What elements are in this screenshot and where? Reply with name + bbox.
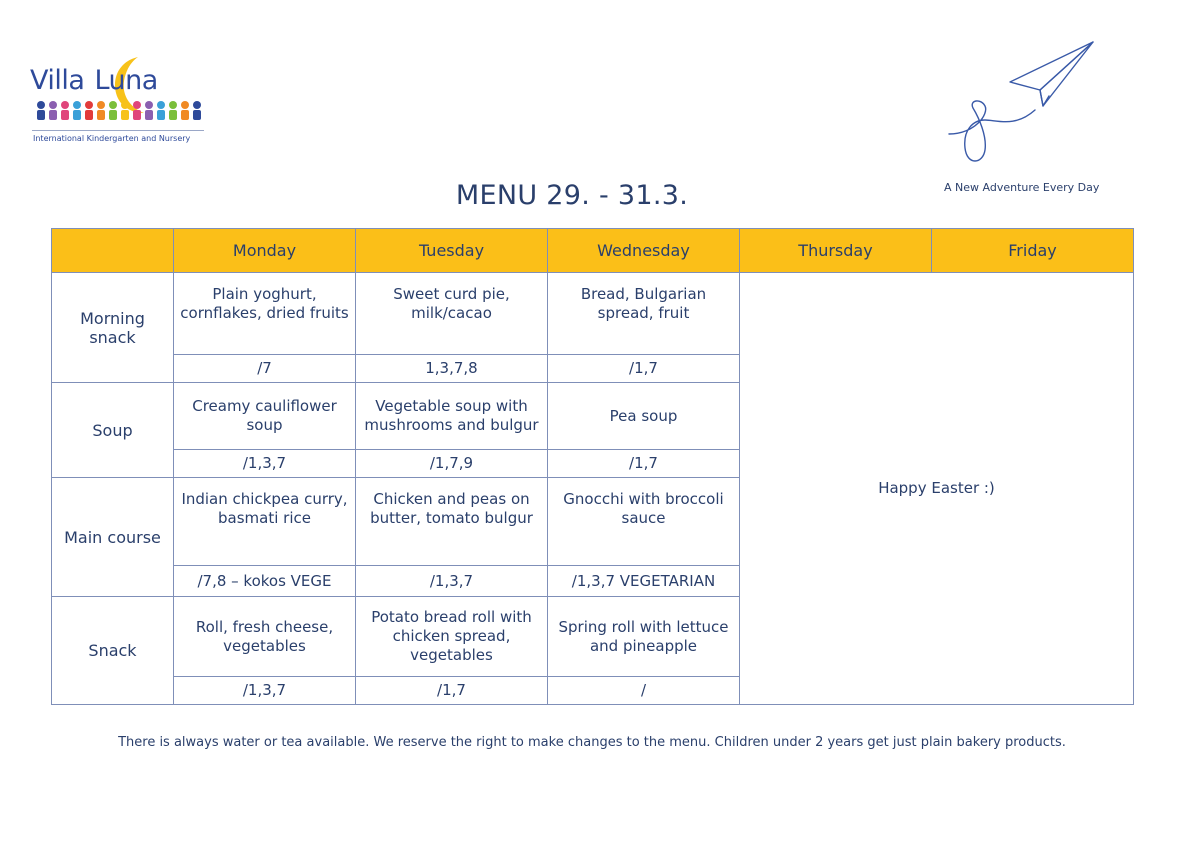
dish-cell: Gnocchi with broccoli sauce xyxy=(548,478,740,566)
allergen-cell: /1,3,7 xyxy=(174,677,356,705)
header-thursday: Thursday xyxy=(740,229,932,273)
allergen-cell: /1,7 xyxy=(356,677,548,705)
allergen-cell: /7,8 – kokos VEGE xyxy=(174,566,356,597)
logo-name-part1: Villa xyxy=(30,65,85,96)
dish-cell: Pea soup xyxy=(548,383,740,450)
allergen-cell: /1,7,9 xyxy=(356,450,548,478)
header-wednesday: Wednesday xyxy=(548,229,740,273)
allergen-cell: /1,7 xyxy=(548,355,740,383)
header-tuesday: Tuesday xyxy=(356,229,548,273)
paper-plane-icon xyxy=(945,38,1100,173)
children-icon xyxy=(35,99,207,127)
category-morning-snack: Morning snack xyxy=(52,273,174,383)
header-row xyxy=(52,229,1134,273)
footer-note: There is always water or tea available. We reserve the right to make changes to the menu. Children under 2 years get just plain bakery products. xyxy=(118,735,1066,750)
dish-cell: Plain yoghurt, cornflakes, dried fruits xyxy=(174,273,356,355)
allergen-cell: 1,3,7,8 xyxy=(356,355,548,383)
allergen-cell: /1,3,7 VEGETARIAN xyxy=(548,566,740,597)
table-row xyxy=(52,273,1134,355)
tagline: A New Adventure Every Day xyxy=(944,181,1100,194)
logo-name-part2: Luna xyxy=(94,65,158,96)
dish-cell: Creamy cauliflower soup xyxy=(174,383,356,450)
header-corner xyxy=(52,229,174,273)
logo xyxy=(30,55,220,155)
category-snack: Snack xyxy=(52,597,174,705)
dish-cell: Sweet curd pie, milk/cacao xyxy=(356,273,548,355)
dish-cell: Vegetable soup with mushrooms and bulgur xyxy=(356,383,548,450)
dish-cell: Spring roll with lettuce and pineapple xyxy=(548,597,740,677)
allergen-cell: /1,3,7 xyxy=(174,450,356,478)
allergen-cell: /1,3,7 xyxy=(356,566,548,597)
allergen-cell: /1,7 xyxy=(548,450,740,478)
allergen-cell: /7 xyxy=(174,355,356,383)
dish-cell: Roll, fresh cheese, vegetables xyxy=(174,597,356,677)
category-main-course: Main course xyxy=(52,478,174,597)
menu-table xyxy=(51,228,1134,705)
dish-cell: Chicken and peas on butter, tomato bulgur xyxy=(356,478,548,566)
header-monday: Monday xyxy=(174,229,356,273)
dish-cell: Potato bread roll with chicken spread, vegetables xyxy=(356,597,548,677)
logo-subtitle: International Kindergarten and Nursery xyxy=(33,134,191,143)
holiday-note: Happy Easter :) xyxy=(740,273,1134,705)
allergen-cell: / xyxy=(548,677,740,705)
logo-divider xyxy=(32,130,204,131)
category-soup: Soup xyxy=(52,383,174,478)
logo-name xyxy=(30,65,158,96)
page-title: MENU 29. - 31.3. xyxy=(455,180,689,211)
dish-cell: Indian chickpea curry, basmati rice xyxy=(174,478,356,566)
dish-cell: Bread, Bulgarian spread, fruit xyxy=(548,273,740,355)
header-friday: Friday xyxy=(932,229,1134,273)
